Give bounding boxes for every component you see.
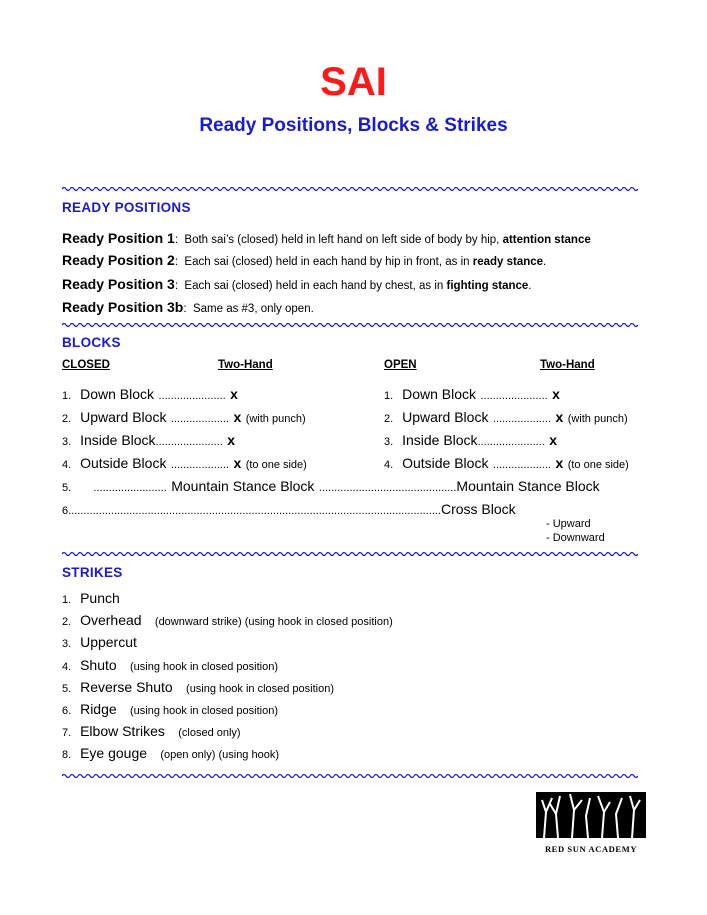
- strike-1: 1. Punch: [62, 590, 120, 606]
- red-sun-academy-logo: [536, 792, 646, 854]
- open-twohand-heading: Two-Hand: [540, 359, 595, 371]
- strike-5: 5. Reverse Shuto (using hook in closed position): [62, 679, 335, 695]
- strike-3: 3. Uppercut: [62, 634, 137, 650]
- closed-twohand-heading: Two-Hand: [218, 359, 273, 371]
- closed-column-heading: CLOSED: [62, 359, 110, 371]
- closed-block-2: 2. Upward Block ................... x (with punch): [62, 409, 306, 425]
- closed-block-4: 4. Outside Block ................... x (to one side): [62, 455, 307, 471]
- strike-7: 7. Elbow Strikes (closed only): [62, 723, 241, 739]
- strike-8: 8. Eye gouge (open only) (using hook): [62, 745, 279, 761]
- ready-position-3b: Ready Position 3b: Same as #3, only open.: [62, 299, 314, 315]
- open-block-1: 1. Down Block ...................... x: [384, 386, 560, 402]
- logo-text: RED SUN ACADEMY: [544, 844, 638, 854]
- page-title: SAI: [320, 60, 387, 104]
- open-block-4: 4. Outside Block ................... x (to one side): [384, 455, 629, 471]
- wave-divider: [62, 322, 638, 328]
- strike-2: 2. Overhead (downward strike) (using hook in closed position): [62, 612, 393, 628]
- block-row-6: 6..........................................................................................................................Cross Block: [62, 501, 516, 517]
- ready-position-1: Ready Position 1: Both sai’s (closed) held in left hand on left side of body by hip, attention stance: [62, 230, 591, 246]
- cross-block-downward: - Downward: [546, 532, 605, 544]
- closed-block-1: 1. Down Block ...................... x: [62, 386, 238, 402]
- wave-divider: [62, 551, 638, 557]
- open-column-heading: OPEN: [384, 359, 417, 371]
- page-subtitle: Ready Positions, Blocks & Strikes: [199, 115, 508, 136]
- ready-position-2: Ready Position 2: Each sai (closed) held in each hand by hip in front, as in ready stance.: [62, 252, 547, 268]
- closed-block-3: 3. Inside Block...................... x: [62, 432, 236, 448]
- wave-divider: [62, 773, 638, 779]
- cross-block-upward: - Upward: [546, 518, 591, 530]
- forest-logo-icon: [536, 792, 646, 838]
- ready-positions-heading: READY POSITIONS: [62, 200, 191, 215]
- wave-divider: [62, 186, 638, 192]
- strike-6: 6. Ridge (using hook in closed position): [62, 701, 278, 717]
- open-block-3: 3. Inside Block...................... x: [384, 432, 558, 448]
- block-row-5: 5. ........................ Mountain Stance Block .............................................Mountain Stance Block: [62, 478, 600, 494]
- blocks-heading: BLOCKS: [62, 335, 121, 350]
- strike-4: 4. Shuto (using hook in closed position): [62, 657, 278, 673]
- strikes-heading: STRIKES: [62, 565, 123, 580]
- ready-position-3: Ready Position 3: Each sai (closed) held in each hand by chest, as in fighting stance.: [62, 276, 532, 292]
- open-block-2: 2. Upward Block ................... x (with punch): [384, 409, 628, 425]
